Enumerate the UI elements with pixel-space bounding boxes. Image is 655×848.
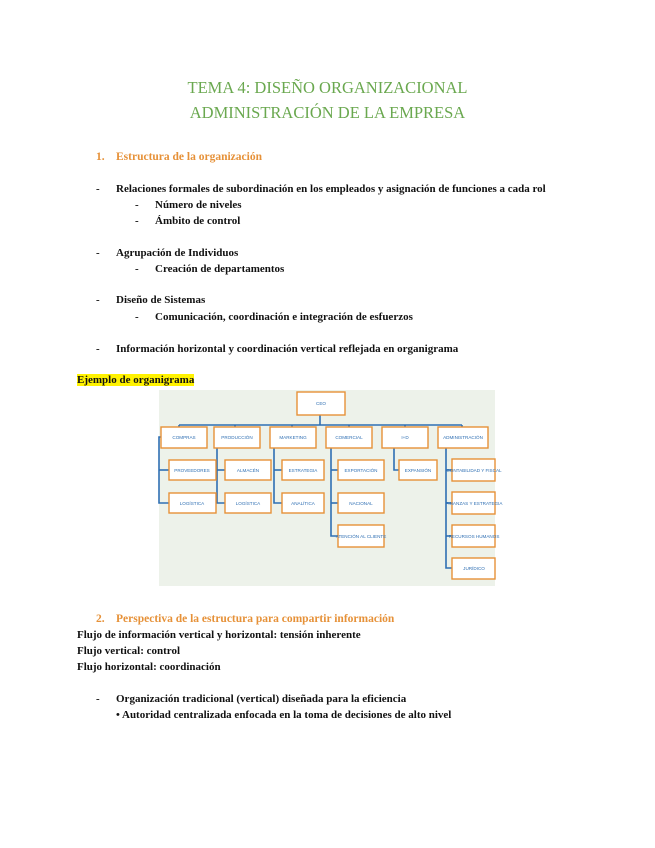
org-label-nacional: NACIONAL (349, 501, 373, 506)
sub-bullet-text: Creación de departamentos (155, 263, 285, 275)
sub-bullet-dash: - (135, 199, 139, 211)
org-chart (159, 390, 503, 586)
example-label: Ejemplo de organigrama (77, 374, 195, 386)
section2-bullet: Organización tradicional (vertical) diseñada para la eficiencia (116, 693, 407, 705)
org-label-comercial: COMERCIAL (335, 435, 363, 440)
org-label-recursos-humanos: RECURSOS HUMANOS (448, 534, 500, 539)
bullet-text: Agrupación de Individuos (116, 247, 239, 259)
section2-heading: Perspectiva de la estructura para compartir información (116, 613, 395, 625)
org-label-ceo: CEO (316, 401, 326, 406)
org-label-logistica-compras: LOGÍSTICA (179, 501, 205, 506)
section2-number: 2. (96, 613, 105, 625)
sub-bullet-text: Ámbito de control (155, 215, 241, 227)
title-line-2: ADMINISTRACIÓN DE LA EMPRESA (189, 103, 466, 122)
bullet-dash: - (96, 183, 100, 195)
org-chart-svg (159, 390, 503, 586)
sub-bullet-dash: - (135, 263, 139, 275)
org-label-juridico: JURÍDICO (463, 566, 485, 571)
section2-line: Flujo de información vertical y horizontal: tensión inherente (77, 629, 361, 641)
bullet-text: Diseño de Sistemas (116, 294, 206, 306)
sub-bullet-dash: - (135, 311, 139, 323)
title-line-1: TEMA 4: DISEÑO ORGANIZACIONAL (187, 78, 468, 97)
bullet-dash: - (96, 294, 100, 306)
org-label-analitica: ANALÍTICA (291, 501, 315, 506)
org-label-expansion: EXPANSIÓN (404, 468, 432, 473)
org-label-contabilidad: CONTABILIDAD Y FISCAL (446, 468, 502, 473)
sub-bullet-text: Número de niveles (155, 199, 242, 211)
section2-line: Flujo vertical: control (77, 645, 181, 657)
org-label-atencion-cliente: ATENCIÓN AL CLIENTE (335, 534, 387, 539)
org-label-estrategia: ESTRATEGIA (288, 468, 318, 473)
org-label-finanzas: FINANZAS Y ESTRATEGIA (445, 501, 503, 506)
org-label-administracion: ADMINISTRACIÓN (443, 435, 483, 440)
bullet-text: Relaciones formales de subordinación en los empleados y asignación de funciones a cada rol (116, 183, 546, 195)
org-label-id: I+D (401, 435, 409, 440)
bullet-text: Información horizontal y coordinación vertical reflejada en organigrama (116, 343, 459, 355)
org-label-proveedores: PROVEEDORES (174, 468, 210, 473)
section2-line: Flujo horizontal: coordinación (77, 661, 221, 673)
section2-subbullet: • Autoridad centralizada enfocada en la toma de decisiones de alto nivel (116, 709, 452, 721)
bullet-dash: - (96, 343, 100, 355)
org-label-produccion: PRODUCCIÓN (221, 435, 253, 440)
bullet-dash: - (96, 247, 100, 259)
org-label-marketing: MARKETING (279, 435, 307, 440)
sub-bullet-text: Comunicación, coordinación e integración de esfuerzos (155, 311, 413, 323)
org-label-compras: COMPRAS (172, 435, 196, 440)
bullet-dash: - (96, 693, 100, 705)
sub-bullet-dash: - (135, 215, 139, 227)
org-label-logistica-produccion: LOGÍSTICA (235, 501, 261, 506)
section1-number: 1. (96, 151, 105, 163)
org-label-exportacion: EXPORTACIÓN (344, 468, 378, 473)
org-label-almacen: ALMACÉN (236, 468, 260, 473)
section1-heading: Estructura de la organización (116, 151, 262, 163)
